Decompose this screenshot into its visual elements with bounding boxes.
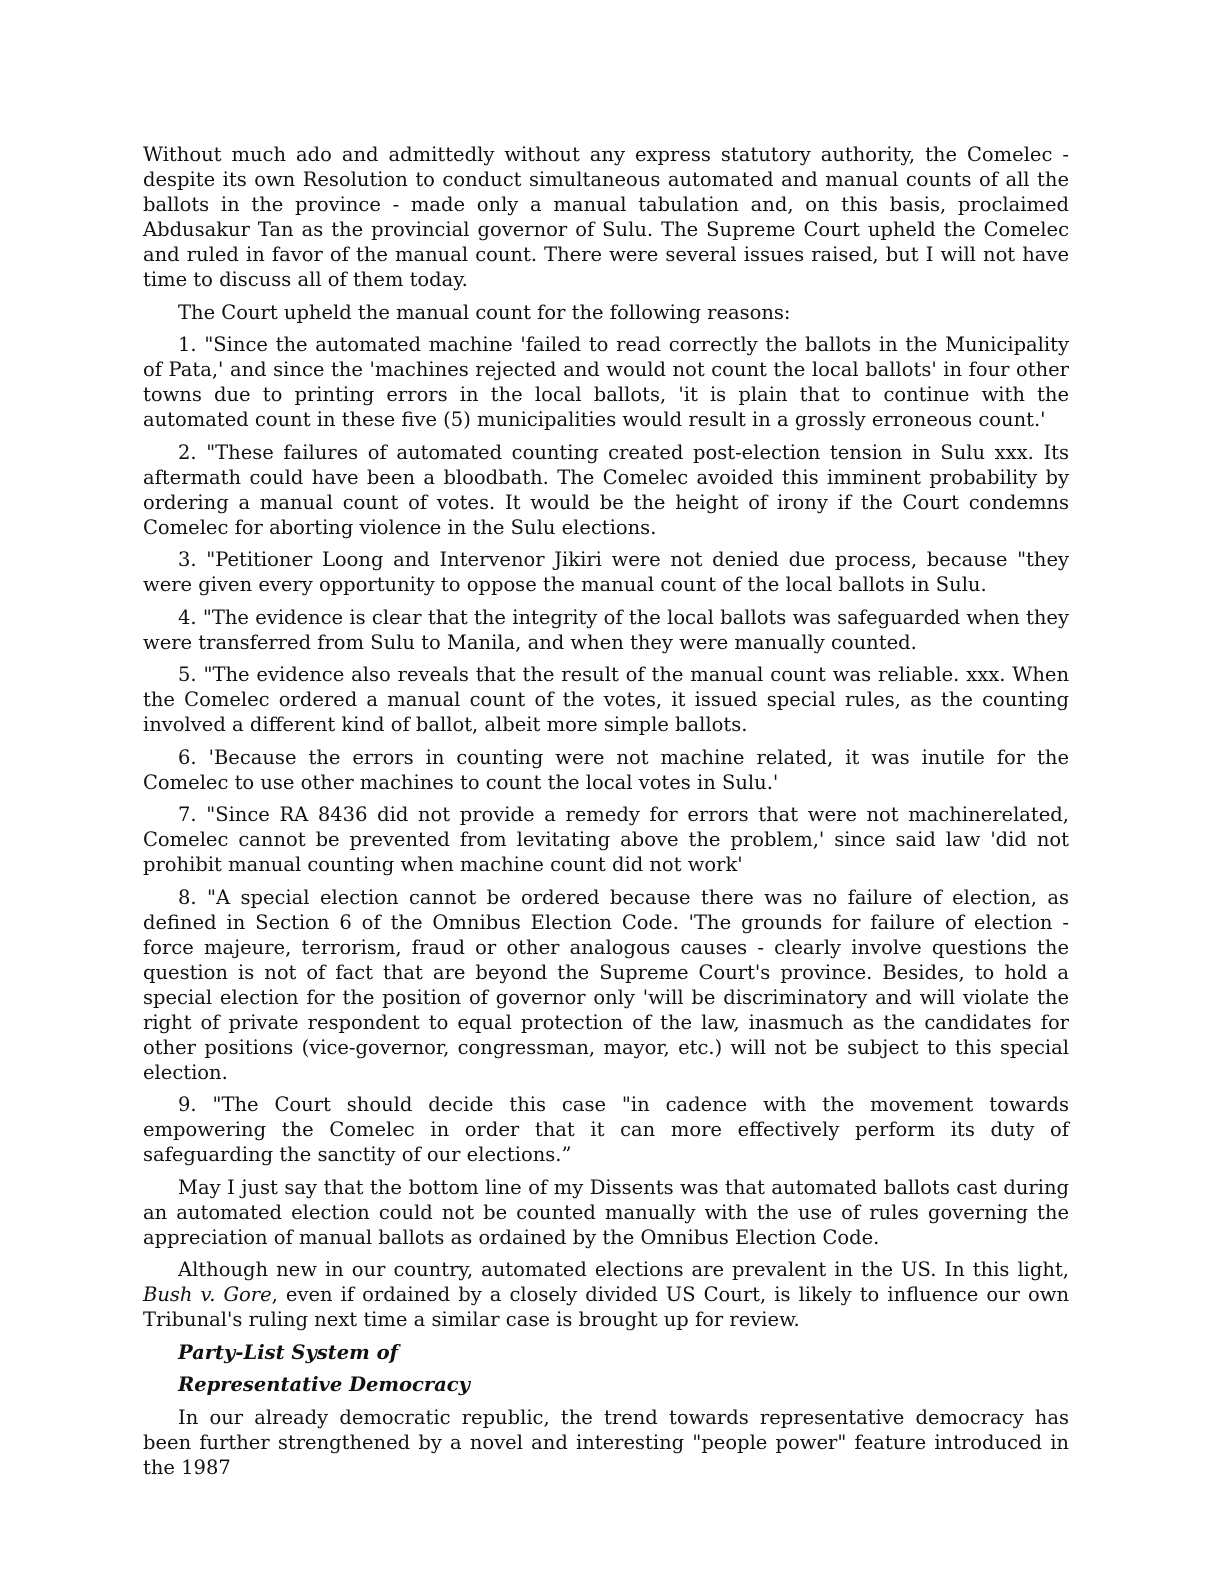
reason-item-7: 7. "Since RA 8436 did not provide a remedy for errors that were not machinerelated, Comelec cannot be prevented from levitating above the problem,' since said law 'did not prohibit manual counting when machine count did not work' <box>143 803 1069 876</box>
reason-item-9: 9. "The Court should decide this case "in cadence with the movement towards empowering the Comelec in order that it can more effectively perform its duty of safeguarding the sanctity of our elections.” <box>143 1093 1069 1166</box>
paragraph-party-list-intro: In our already democratic republic, the trend towards representative democracy has been further strengthened by a novel and interesting "people power" feature introduced in the 1987 <box>143 1405 1069 1479</box>
section-heading-line-1: Party-List System of <box>178 1340 398 1364</box>
bush-paragraph-before: Although new in our country, automated elections are prevalent in the US. In this light, <box>178 1258 1069 1281</box>
reason-item-1: 1. "Since the automated machine 'failed to read correctly the ballots in the Municipality of Pata,' and since the 'machines rejected and would not count the local ballots' in four other towns due to printing errors in the local ballots, 'it is plain that to continue with the automated count in these five (5) municipalities would result in a grossly erroneous count.' <box>143 333 1069 431</box>
reason-item-6: 6. 'Because the errors in counting were not machine related, it was inutile for the Comelec to use other machines to count the local votes in Sulu.' <box>143 745 1069 794</box>
section-heading-line-2: Representative Democracy <box>178 1373 471 1396</box>
reason-item-8: 8. "A special election cannot be ordered because there was no failure of election, as defined in Section 6 of the Omnibus Election Code. 'The grounds for failure of election - force majeure, terrorism, fraud or other analogous causes - clearly involve questions the question is not of fact that are beyond the Supreme Court's province. Besides, to hold a special election for the position of governor only 'will be discriminatory and will violate the right of private respondent to equal protection of the law, inasmuch as the candidates for other positions (vice-governor, congressman, mayor, etc.) will not be subject to this special election. <box>143 885 1069 1084</box>
bush-paragraph-after: , even if ordained by a closely divided US Court, is likely to influence our own Tribunal's ruling next time a similar case is brought up for review. <box>143 1283 1070 1331</box>
case-name-bush-v-gore: Bush v. Gore <box>143 1283 272 1306</box>
reason-item-2: 2. "These failures of automated counting created post-election tension in Sulu xxx. Its aftermath could have been a bloodbath. The Comelec avoided this imminent probability by ordering a manual count of votes. It would be the height of irony if the Court condemns Comelec for aborting violence in the Sulu elections. <box>143 440 1069 539</box>
reason-item-5: 5. "The evidence also reveals that the result of the manual count was reliable. xxx. When the Comelec ordered a manual count of the votes, it issued special rules, as the counting involved a different kind of ballot, albeit more simple ballots. <box>143 663 1069 736</box>
paragraph-dissent-bottom-line: May I just say that the bottom line of my Dissents was that automated ballots cast during an automated election could not be counted manually with the use of rules governing the appreciation of manual ballots as ordained by the Omnibus Election Code. <box>143 1175 1069 1249</box>
reason-item-3: 3. "Petitioner Loong and Intervenor Jikiri were not denied due process, because "they were given every opportunity to oppose the manual count of the local ballots in Sulu. <box>143 548 1069 596</box>
paragraph-comelec-proclamation: Without much ado and admittedly without any express statutory authority, the Comelec - despite its own Resolution to conduct simultaneous automated and manual counts of all the ballots in the province - made only a manual tabulation and, on this basis, proclaimed Abdusakur Tan as the provincial governor of Sulu. The Supreme Court upheld the Comelec and ruled in favor of the manual count. There were several issues raised, but I will not have time to discuss all of them today. <box>143 143 1069 291</box>
paragraph-court-reasons-intro: The Court upheld the manual count for the following reasons: <box>178 300 791 324</box>
document-page <box>143 142 1069 1487</box>
reason-item-4: 4. "The evidence is clear that the integrity of the local ballots was safeguarded when they were transferred from Sulu to Manila, and when they were manually counted. <box>143 605 1069 654</box>
paragraph-bush-v-gore <box>143 1257 1069 1332</box>
